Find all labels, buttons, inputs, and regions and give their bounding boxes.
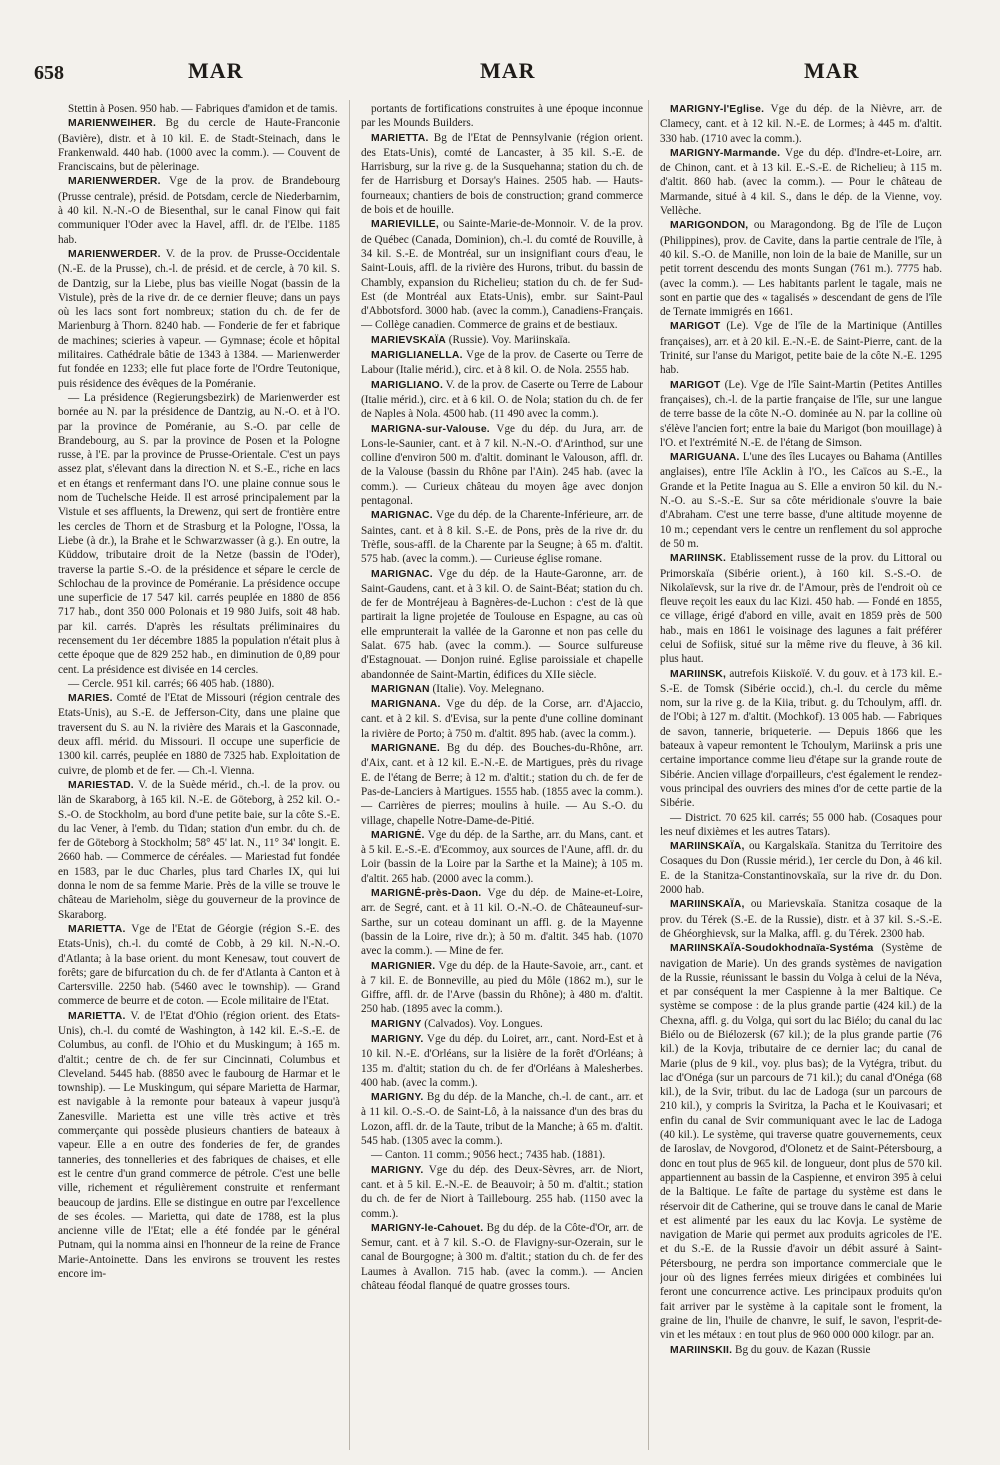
entry-text: (Système de navigation de Marie). Un des grands systèmes de navigation de la Russie, réunissant le bassin du Volga à celui de la Néva, et par conséquent la mer Caspienne à la mer Baltique. Ce système se compose : de la plus grande partie (424 kil.) de la Chexna, affl. g. du Volga, qui sort du lac Biélo; du canal du lac Biélo ou de Biélozersk (67 kil.); de la plus grande partie (76 kil.) de la Kovja, tributaire de ce dernier lac; du canal de Marie (plus de 9 kil., voy. plus bas); de la Vytégra, tribut. du lac d'Onéga (sur un parcours de 71 kil.); du canal d'Onéga (68 kil.), de la Svir, tribut. du lac de Ladoga (sur un parcours de 210 kil.), y compris la Sviritza, la Pacha et le Kouivasari; et enfin du canal de Svir communiquant avec le lac de Ladoga (40 kil.). Le système, qui traverse quatre gouvernements, ceux de Iaroslav, de Novgorod, d'Olonetz et de Saint-Pétersbourg, a donc en tout plus de 965 kil. de longueur, dont plus de 570 kil. appartiennent au bassin de la Caspienne, et environ 395 à celui de la Baltique. Le faîte de partage du système est dans le réservoir dit de Catherine, qui se trouve dans le canal de Marie et est alimenté par les eaux du lac Kovja. Le système de navigation de Marie qui permet aux produits agricoles de l'E. et du S.-E. de la Russie d'avoir un débit assuré à Saint-Pétersbourg, ne perdra son importance commerciale que le jour où des lignes ferrées mieux dirigées et combinées lui feront une concurrence active. Les principaux produits qu'on fait arriver par le système à la capitale sont le froment, la graine de lin, l'huile de chanvre, le suif, le savon, l'esprit-de-vin et les métaux : en tout plus de 960 000 000 kilogr. par an.	[660, 942, 942, 1342]
dictionary-entry	[660, 897, 942, 941]
entry-text: V. de l'Etat d'Ohio (région orient. des Etats-Unis), ch.-l. du comté de Washington, à 142 kil. E.-S.-E. de Columbus, au confl. de l'Ohio et du Muskingum; à 165 m. d'altit.; centre de ch. de fer sur Cincinnati, Columbus et Cleveland. 5445 hab. (8850 avec le faubourg de Harmar et le township). — Le Muskingum, qui sépare Marietta de Harmar, est navigable à la remonte pour bateaux à vapeur jusqu'à Zanesville. Marietta est une ville très active et très commerçante qui possède plusieurs chantiers de bateaux à vapeur. Elle a en outre des fonderies de fer, de grandes tanneries, des tonnelleries et des fabriques de chaises, et elle est le centre d'un grand commerce de pétrole. C'est une belle ville, richement et régulièrement construite et renfermant beaucoup de jardins. Elle se distingue en outre par l'excellence de ses écoles. — Marietta, qui date de 1788, est la plus ancienne ville de l'Etat; elle a été fondée par le général Putnam, qui la nomma ainsi en l'honneur de la reine de France Marie-Antoinette. Dans les environs se trouvent les restes encore im-	[58, 1009, 340, 1281]
entry-text: Vge du dép. de la Haute-Savoie, arr., cant. et à 7 kil. E. de Bonneville, au pied du Môle (1862 m.), sur le Giffre, affl. dr. de l'Arve (bassin du Rhône); à 480 m. d'altit. 250 hab. (1895 avec la comm.).	[361, 959, 643, 1016]
entry-text: (Le). Vge de l'île de la Martinique (Antilles françaises), arr. et à 20 kil. E.-N.-E. de Saint-Pierre, cant. de la Trinité, sur l'anse du Marigot, petite baie de la côte N.-E. 1295 hab.	[660, 320, 942, 377]
dictionary-entry	[660, 667, 942, 811]
entry-headword: MARIENWERDER.	[68, 248, 161, 260]
entry-text: — La présidence (Regierungsbezirk) de Marienwerder est bornée au N. par la présidence de Dantzig, au N.-O. et à l'O. par la province de Poméranie, au S.-O. par celle de Brandebourg, au S. par la province de Posen et la Pologne russe, à l'E. par la province de Prusse-Orientale. C'est un pays assez plat, s'élevant dans la direction N. et S.-E., riche en lacs et en étangs et renfermant dans l'O. une plaine connue sous le nom de Tuchelsche Heide. Il est arrosé principalement par la Vistule et ses affluents, la Drewenz, qui sert de frontière entre les cercles de Thorn et de Strasburg et la Pologne, l'Ossa, la Liebe (à dr.), la Brahe et le Schwarzwasser (à g.). En outre, la Küddow, tributaire droit de la Netze (bassin de l'Oder), traverse la partie S.-O. de la présidence et sépare le cercle de Schlochau de la province de Poméranie. La présidence occupe une superficie de 17 547 kil. carrés peuplée en 1880 de 856 717 hab., dont 350 000 Polonais et 19 980 Juifs, soit 48 hab. par kil. carrés. D'après les résultats préliminaires du recensement du 1er décembre 1885 la population n'était plus à cette époque que de 829 252 hab., en diminution de 0,89 pour cent. La présidence est divisée en 14 cercles.	[58, 391, 340, 676]
dictionary-entry	[660, 941, 942, 1342]
entry-text: Vge du dép. de la Sarthe, arr. du Mans, cant. et à 5 kil. E.-S.-E. d'Ecommoy, aux sources de l'Aune, affl. dr. du Loir (bassin de la Loire par la Sarthe et la Maine); à 105 m. d'altit. 265 hab. (2000 avec la comm.).	[361, 828, 643, 885]
entry-text: Bg du dép. de la Manche, ch.-l. de cant., arr. et à 11 kil. O.-S.-O. de Saint-Lô, à la naissance d'un des bras du Lozon, affl. dr. de la Taute, tribut de la Manche; à 65 m. d'altit. 545 hab. (1305 avec la comm.).	[361, 1091, 643, 1148]
entry-headword: MARIINSK.	[670, 553, 727, 565]
entry-text: Vge du dép. de la Haute-Garonne, arr. de Saint-Gaudens, cant. et à 3 kil. O. de Saint-Béat; station du ch. de fer de Montréjeau à Bagnères-de-Luchon : c'est de là que partirait la ligne projetée de Toulouse en Espagne, au cas où elle emprunterait la vallée de la Garonne et non pas celle du Salat. 675 hab. (avec la comm.). — Source sulfureuse d'Estagnouat. — Donjon ruiné. Eglise paroissiale et chapelle abandonnée de Saint-Martin, édifices du XIIe siècle.	[361, 567, 643, 681]
entry-headword: MARIINSKAÏA,	[670, 841, 745, 853]
dictionary-entry	[660, 839, 942, 897]
entry-text: Vge du dép. du Loiret, arr., cant. Nord-Est et à 10 kil. N.-E. d'Orléans, sur la lisière de la forêt d'Orléans; à 135 m. d'altit; station du ch. de fer d'Orléans à Malesherbes. 400 hab. (avec la comm.).	[361, 1033, 643, 1089]
dictionary-entry	[58, 116, 340, 174]
entry-headword: MARIGOT	[670, 379, 721, 391]
entry-headword: MARIINSK,	[670, 668, 727, 680]
running-headword-left: MAR	[188, 58, 244, 83]
column-center	[361, 102, 643, 1452]
entry-headword: MARIGNANE.	[371, 743, 440, 755]
dictionary-entry	[361, 1090, 643, 1148]
entry-headword: MARIGLIANELLA.	[371, 350, 463, 362]
entry-headword: MARIGNÉ.	[371, 829, 425, 841]
entry-headword: MARIGOT	[670, 321, 721, 333]
entry-text: Vge du dép. de la Charente-Inférieure, arr. de Saintes, cant. et à 8 kil. S.-E. de Pons, près de la rive dr. du Trèfle, sous-affl. de la Charente par la Seugne; à 65 m. d'altit. 575 hab. (avec la comm.). — Curieuse église romane.	[361, 509, 643, 566]
dictionary-entry	[58, 922, 340, 1009]
dictionary-entry	[361, 959, 643, 1017]
entry-text: — Cercle. 951 kil. carrés; 66 405 hab. (1880).	[68, 677, 275, 690]
entry-text: Vge du dép. de la Corse, arr. d'Ajaccio, cant. et à 2 kil. S. d'Evisa, sur la pente d'une colline dominant la rivière de Porto; à 750 m. d'altit. 895 hab. (avec la comm.).	[361, 698, 643, 740]
entry-headword: MARIGNY.	[371, 1092, 424, 1104]
entry-headword: MARIEVILLE,	[371, 219, 440, 231]
dictionary-entry	[660, 319, 942, 377]
dictionary-entry	[660, 1343, 942, 1358]
dictionary-entry	[361, 378, 643, 422]
dictionary-entry	[361, 1221, 643, 1293]
entry-headword: MARIGNY.	[371, 1164, 424, 1176]
dictionary-entry	[660, 146, 942, 218]
dictionary-entry	[660, 450, 942, 551]
entry-text: Bg du gouv. de Kazan (Russie	[735, 1343, 871, 1356]
entry-text: Bg du dép. des Bouches-du-Rhône, arr. d'Aix, cant. et à 12 kil. E.-N.-E. de Martigues, près du rivage E. de l'étang de Berre; à 12 m. d'altit.; station du ch. de fer de Pas-de-Lanciers à Martigues. 1555 hab. (1855 avec la comm.). — Carrières de pierres; moulins à huile. — Au S.-O. du village, chapelle Notre-Dame-de-Pitié.	[361, 742, 643, 827]
dictionary-entry	[58, 691, 340, 778]
dictionary-entry	[361, 422, 643, 509]
column-right	[660, 102, 942, 1452]
dictionary-entry	[660, 218, 942, 319]
dictionary-entry	[361, 567, 643, 682]
entry-headword: MARIGNY	[371, 1018, 422, 1030]
entry-text: (Calvados). Voy. Longues.	[424, 1017, 543, 1030]
dictionary-entry	[58, 677, 340, 691]
entry-headword: MARIENWEIHER.	[68, 118, 157, 130]
entry-headword: MARIINSKAÏA-Soudokhodnaïa-Systéma	[670, 943, 874, 955]
entry-headword: MARIGNAC.	[371, 568, 433, 580]
entry-text: ou Sainte-Marie-de-Monnoir. V. de la prov. de Québec (Canada, Dominion), ch.-l. du comté de Rouville, à 34 kil. S.-E. de Montréal, sur un insignifiant cours d'eau, le Saint-Louis, affl. de la rivière des Hurons, tribut. du bassin de Chambly, expansion du Richelieu; station du ch. de fer Sud-Est (de Montréal aux Etats-Unis), embr. sur Saint-Paul d'Abbotsford. 3000 hab. (avec la comm.), Canadiens-Français. — Collège canadien. Commerce de grains et de bestiaux.	[361, 218, 643, 332]
entry-text: Vge du dép. de la Nièvre, arr. de Clamecy, cant. et à 12 kil. N.-E. de Lormes; à 445 m. d'altit. 330 hab. (1710 avec la comm.).	[660, 103, 942, 145]
dictionary-entry	[361, 682, 643, 697]
entry-headword: MARIETTA.	[371, 132, 429, 144]
entry-headword: MARIESTAD.	[68, 779, 134, 791]
dictionary-entry	[361, 1017, 643, 1032]
entry-text: Stettin à Posen. 950 hab. — Fabriques d'amidon et de tamis.	[68, 103, 338, 115]
entry-headword: MARIGNY-le-Cahouet.	[371, 1222, 484, 1234]
entry-headword: MARIGLIANO.	[371, 379, 444, 391]
entry-headword: MARIGNA-sur-Valouse.	[371, 423, 490, 435]
entry-headword: MARIINSKAÏA,	[670, 899, 745, 911]
entry-text: L'une des îles Lucayes ou Bahama (Antilles anglaises), entre l'île Acklin à l'O., les Caïcos au S.-E., la Grande et la Petite Inagua au S. Elle a environ 50 kil. du N.-N.-O. au S.-S.-E. Sur sa côte méridionale s'ouvre la baie d'Abraham. C'est une terre basse, d'une altitude moyenne de 10 m.; cependant vers le centre un renflement du sol approche de 50 m.	[660, 451, 942, 550]
dictionary-entry	[361, 131, 643, 218]
entry-headword: MARIGONDON,	[670, 220, 749, 232]
entry-headword: MARIGNY-l'Eglise.	[670, 104, 765, 115]
entry-headword: MARIGNÉ-près-Daon.	[371, 888, 482, 900]
dictionary-entry	[361, 348, 643, 378]
dictionary-entry	[660, 551, 942, 666]
entry-text: V. de la prov. de Caserte ou Terre de Labour (Italie mérid.), circ. et à 6 kil. O. de Nola; station du ch. de fer de Naples à Nola. 4500 hab. (11 490 avec la comm.).	[361, 378, 643, 421]
entry-text: Etablissement russe de la prov. du Littoral ou Primorskaïa (Sibérie orient.), à 160 kil. S.-S.-O. de Nikolaïevsk, sur la rive dr. de l'Amour, près de l'endroit où ce fleuve reçoit les eaux du lac Kizi. 450 hab. — Fondé en 1855, ce village, érigé d'abord en ville, avait en 1859 près de 500 hab., mais en 1861 le voisinage des lagunes a fait préférer celui de Sofiisk, situé sur la même rive du fleuve, à 36 kil. plus haut.	[660, 552, 942, 666]
entry-text: Vge du dép. des Deux-Sèvres, arr. de Niort, cant. et à 5 kil. E.-N.-E. de Beauvoir; à 50 m. d'altit.; station du ch. de fer de Niort à Taillebourg. 255 hab. (1150 avec la comm.).	[361, 1163, 643, 1220]
dictionary-entry	[361, 1163, 643, 1221]
entry-headword: MARIEVSKAÏA	[371, 334, 446, 346]
entry-text: V. de la Suède mérid., ch.-l. de la prov. ou län de Skaraborg, à 165 kil. N.-E. de Göteborg, à 252 kil. O.-S.-O. de Stockholm, au bord d'une petite baie, sur la côte S.-E. du lac Vener, à l'emb. du Tidan; station d'un embr. du ch. de fer de Göteborg à Stockholm; 58° 45' lat. N., 11° 34' longit. E. 2660 hab. — Commerce de céréales. — Mariestad fut fondée en 1583, par le duc Charles, plus tard Charles IX, qui lui donna le nom de sa femme Marie. Près de la ville se trouve le château de Marieholm, siège du gouverneur de la province de Skaraborg.	[58, 778, 340, 921]
entry-headword: MARIES.	[68, 693, 113, 705]
dictionary-entry	[361, 886, 643, 958]
entry-text: Bg de l'Etat de Pennsylvanie (région orient. des Etats-Unis), comté de Lancaster, à 35 kil. S.-E. de Harrisburg, sur la rive g. de la Susquehanna; station du ch. de fer de Harrisburg et Dorsay's Haines. 2505 hab. — Hauts-fourneaux; chantiers de bois de construction; grand commerce de bois et de houille.	[361, 131, 643, 217]
column-divider	[349, 100, 350, 1450]
dictionary-entry	[361, 333, 643, 348]
entry-text: Vge du dép. d'Indre-et-Loire, arr. de Chinon, cant. et à 13 kil. E.-S.-E. de Richelieu; à 115 m. d'altit. 860 hab. (avec la comm.). — Pour le château de Marmande, situé à 4 kil. S., dans le dép. de la Vienne, voy. Vellèche.	[660, 146, 942, 218]
entry-headword: MARIETTA.	[68, 923, 126, 935]
entry-text: autrefois Kiiskoïé. V. du gouv. et à 173 kil. E.-S.-E. de Tomsk (Sibérie occid.), ch.-l. du cercle du même nom, sur la rive g. de la Kiia, tribut. g. du Tchoulym, affl. dr. de l'Obi; à 127 m. d'altit. (Mochkof). 13 005 hab. — Fabriques de savon, tannerie, briqueterie. — Depuis 1866 que les bateaux à vapeur remontent le Tchoulym, Mariinsk a pris une certaine importance comme lieu d'étape sur la grande route de Sibérie. Ancien village d'orpailleurs, c'est également le rendez-vous principal des ouvriers des mines d'or de cette partie de la Sibérie.	[660, 667, 942, 810]
entry-headword: MARIETTA.	[68, 1010, 126, 1022]
dictionary-entry	[361, 217, 643, 332]
dictionary-entry	[361, 741, 643, 828]
entry-headword: MARIGNAN	[371, 683, 430, 695]
entry-text: Bg du cercle de Haute-Franconie (Bavière), distr. et à 10 kil. E. de Stadt-Steinach, dans le Frankenwald. 440 hab. (1000 avec la comm.). — Couvent de Franciscains, but de pèlerinage.	[58, 117, 340, 174]
entry-text: (Le). Vge de l'île Saint-Martin (Petites Antilles françaises), ch.-l. de la partie française de l'île, sur une langue de terre basse de la côte N.-O. dominée au N. par la colline où s'élève l'ancien fort; entre la baie du Marigot (bon mouillage) à l'O. et l'extrémité N.-E. de l'étang de Simson.	[660, 378, 942, 449]
entry-text: Comté de l'Etat de Missouri (région centrale des Etats-Unis), au S.-E. de Jefferson-City, dans une plaine que traversent du S. au N. la rivière des Marais et la Gasconnade, deux affl. mérid. du Missouri. Il occupe une superficie de 1300 kil. carrés, peuplée en 1880 de 7325 hab. Exploitation de cuivre, de plomb et de fer. — Ch.-l. Vienna.	[58, 692, 340, 777]
entry-text: Vge du dép. de Maine-et-Loire, arr. de Segré, cant. et à 11 kil. O.-N.-O. de Châteauneuf-sur-Sarthe, sur un coteau dominant un affl. g. de la Mayenne (bassin de la Loire, rive dr.); à 50 m. d'altit. 345 hab. (1070 avec la comm.). — Mine de fer.	[361, 887, 643, 958]
entry-text: Vge de la prov. de Caserte ou Terre de Labour (Italie mérid.), circ. et à 8 kil. O. de Nola. 2555 hab.	[361, 349, 643, 377]
entry-headword: MARIENWERDER.	[68, 176, 161, 188]
running-headword-center: MAR	[480, 58, 536, 83]
entry-text: — District. 70 625 kil. carrés; 55 000 hab. (Cosaques pour les neuf dixièmes et les autres Tatars).	[660, 811, 942, 838]
entry-text: ou Kargalskaïa. Stanitza du Territoire des Cosaques du Don (Russie mérid.), 1er cercle du Don, à 46 kil. E. de la Stanitza-Constantinovskaïa, sur la rive dr. du Don. 2000 hab.	[660, 840, 942, 897]
dictionary-entry	[660, 102, 942, 146]
entry-headword: MARIGNY-Marmande.	[670, 147, 781, 159]
dictionary-entry	[58, 1009, 340, 1282]
entry-headword: MARIGNIER.	[371, 960, 436, 972]
column-left	[58, 102, 340, 1452]
page-header	[34, 52, 966, 88]
entry-text: Vge de l'Etat de Géorgie (région S.-E. des Etats-Unis), ch.-l. du comté de Cobb, à 29 kil. N.-N.-O. d'Atlanta; à la base orient. du mont Kenesaw, tout couvert de forêts; gare de bifurcation du ch. de fer d'Atlanta à Canton et à Cartersville. 2250 hab. (5460 avec le township). — Grand commerce de beurre et de coton. — Ecole militaire de l'Etat.	[58, 922, 340, 1008]
dictionary-entry	[361, 1032, 643, 1090]
entry-text: ou Marievskaïa. Stanitza cosaque de la prov. du Térek (S.-E. de la Russie), distr. et à 37 kil. S.-S.-E. de Ghéorghievsk, sur la Malka, affl. g. du Térek. 2300 hab.	[660, 898, 942, 940]
dictionary-entry	[361, 828, 643, 886]
entry-text: Bg du dép. de la Côte-d'Or, arr. de Semur, cant. et à 7 kil. S.-O. de Flavigny-sur-Ozerain, sur le canal de Bourgogne; à 300 m. d'altit.; station du ch. de fer des Laumes à Avallon. 715 hab. (avec la comm.). — Ancien château féodal flanqué de quatre grosses tours.	[361, 1221, 643, 1293]
dictionary-entry	[58, 174, 340, 246]
entry-text: portants de fortifications construites à une époque inconnue par les Mounds Builders.	[361, 103, 643, 130]
entry-text: (Italie). Voy. Melegnano.	[432, 682, 545, 695]
dictionary-entry	[58, 102, 340, 116]
entry-headword: MARIGNANA.	[371, 699, 441, 711]
dictionary-entry	[361, 1148, 643, 1162]
entry-text: — Canton. 11 comm.; 9056 hect.; 7435 hab. (1881).	[371, 1149, 606, 1162]
entry-text: (Russie). Voy. Mariinskaïa.	[448, 333, 571, 346]
dictionary-entry	[660, 378, 942, 450]
page-number: 658	[34, 62, 64, 84]
dictionary-entry	[361, 102, 643, 131]
entry-headword: MARIINSKII.	[670, 1344, 733, 1356]
dictionary-entry	[58, 391, 340, 677]
dictionary-entry	[361, 508, 643, 566]
dictionary-entry	[361, 697, 643, 741]
dictionary-entry	[58, 247, 340, 391]
entry-headword: MARIGUANA.	[670, 452, 740, 464]
running-headword-right: MAR	[804, 58, 860, 83]
entry-text: V. de la prov. de Prusse-Occidentale (N.-E. de la Prusse), ch.-l. de présid. et de cercle, à 70 kil. S. de Dantzig, sur la Liebe, plus bas vieille Nogat (bassin de la Vistule), près de la rive dr. de ce dernier fleuve; dans un pays où les lacs sont fort nombreux; station du ch. de fer de Marienburg à Thorn. 8240 hab. — Fonderie de fer et fabrique de machines; scieries à vapeur. — Gymnase; école et hôpital militaires. Cathédrale bâtie de 1343 à 1384. — Marienwerder fut fondée en 1233; elle fut place forte de l'Ordre Teutonique, puis résidence des évêques de la Poméranie.	[58, 247, 340, 390]
entry-headword: MARIGNY.	[371, 1034, 424, 1045]
entry-text: Vge de la prov. de Brandebourg (Prusse centrale), présid. de Potsdam, cercle de Niederbarnim, à 40 kil. N.-N.-O de Biesenthal, sur le canal Finow qui fait communiquer l'Oder avec la Havel, affl. dr. de l'Elbe. 1185 hab.	[58, 175, 340, 246]
entry-text: ou Maragondong. Bg de l'île de Luçon (Philippines), prov. de Cavite, dans la partie centrale de l'île, à 40 kil. S.-O. de Manille, non loin de la baie de Manille, sur un petit torrent descendu des monts Sungan (761 m.). 7775 hab. (avec la comm.). — Les habitants parlent le tagale, mais ne sont en partie que des « tagalisés » descendant de gens de l'île de Ternate immigrés en 1661.	[660, 219, 942, 319]
dictionary-entry	[58, 778, 340, 922]
entry-headword: MARIGNAC.	[371, 510, 433, 522]
column-divider	[648, 100, 649, 1450]
dictionary-entry	[660, 811, 942, 840]
entry-text: Vge du dép. du Jura, arr. de Lons-le-Saunier, cant. et à 7 kil. N.-N.-O. d'Arinthod, sur une colline d'environ 500 m. d'altit. dominant le Valouson, affl. dr. de la Valouse (bassin du Rhône par l'Ain). 245 hab. (avec la comm.). — Curieux château du moyen âge avec donjon pentagonal.	[361, 422, 643, 508]
